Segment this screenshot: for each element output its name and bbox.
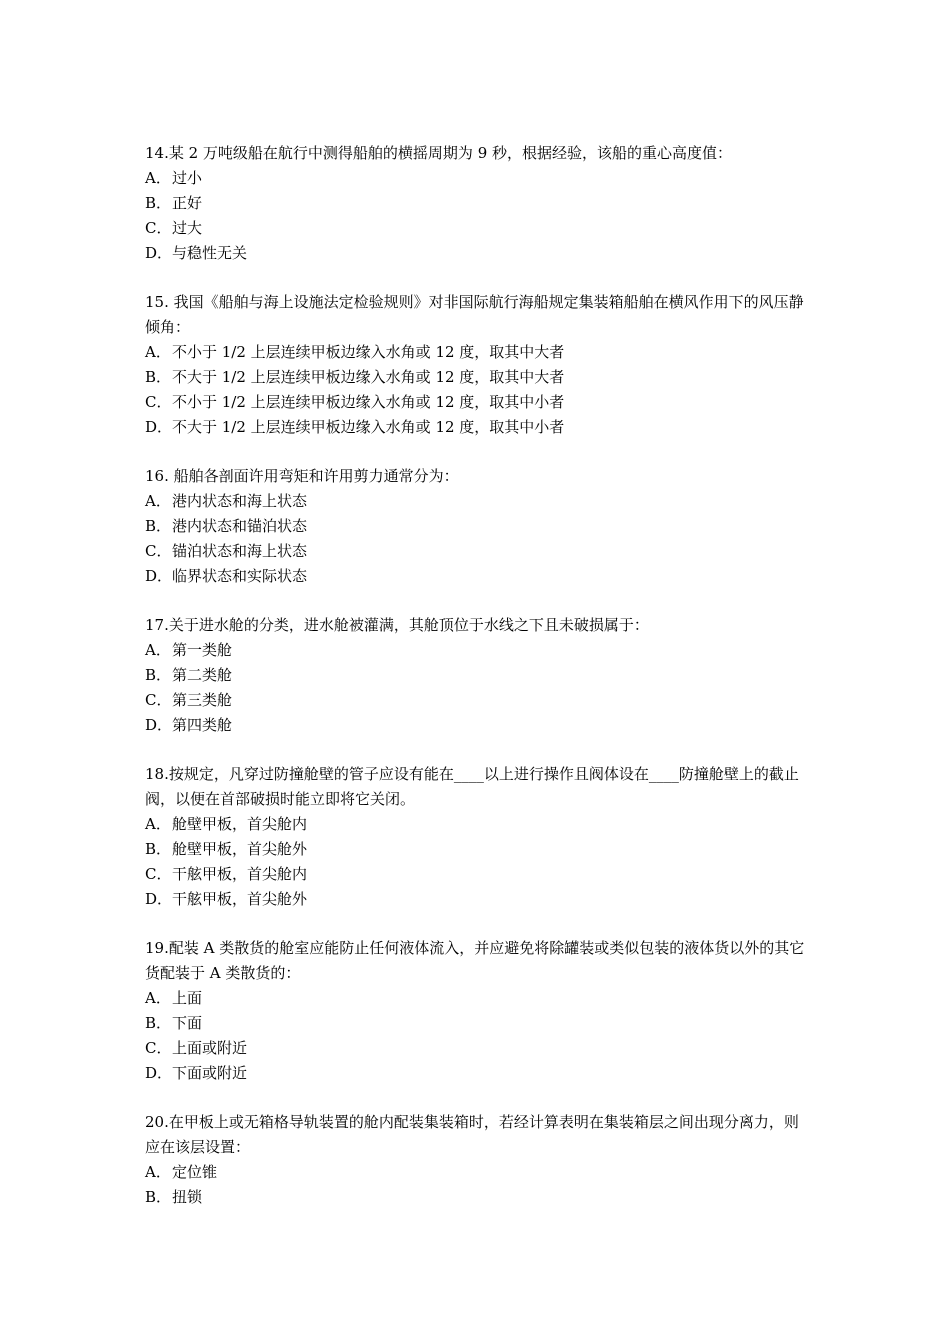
option-letter: B． [145,666,172,684]
option-letter: C． [145,865,172,883]
option-letter: A． [145,815,171,833]
question-stem: 14.某 2 万吨级船在航行中测得船舶的横摇周期为 9 秒，根据经验，该船的重心高度值： [145,144,733,162]
option-letter: D． [145,244,173,262]
option-letter: A． [145,641,171,659]
answer-option [145,1011,810,1036]
option-text: 第二类舱 [172,666,233,684]
answer-option [145,812,810,837]
option-letter: A． [145,343,171,361]
option-letter: B． [145,1188,172,1206]
option-text: 过大 [172,219,203,237]
answer-option [145,166,810,191]
option-text: 下面或附近 [172,1064,248,1082]
answer-option [145,514,810,539]
question-stem: 15. 我国《船舶与海上设施法定检验规则》对非国际航行海船规定集装箱船舶在横风作用下的风压静倾角： [145,293,804,336]
answer-option [145,539,810,564]
option-letter: D． [145,567,173,585]
question-stem: 17.关于进水舱的分类，进水舱被灌满，其舱顶位于水线之下且未破损属于： [145,616,649,634]
option-text: 不小于 1/2 上层连续甲板边缘入水角或 12 度，取其中小者 [172,393,565,411]
question-stem: 19.配装 A 类散货的舱室应能防止任何液体流入，并应避免将除罐装或类似包装的液体货以外的其它货配装于 A 类散货的： [145,939,805,982]
question-stem: 16. 船舶各剖面许用弯矩和许用剪力通常分为： [145,467,459,485]
option-text: 不大于 1/2 上层连续甲板边缘入水角或 12 度，取其中大者 [172,368,565,386]
question-block [145,464,810,589]
answer-option [145,638,810,663]
answer-option [145,216,810,241]
answer-option [145,564,810,589]
option-letter: C． [145,219,172,237]
option-letter: B． [145,1014,172,1032]
option-text: 下面 [172,1014,203,1032]
answer-option [145,1036,810,1061]
option-text: 与稳性无关 [172,244,248,262]
option-letter: D． [145,1064,173,1082]
answer-option [145,688,810,713]
question-stem: 20.在甲板上或无箱格导轨装置的舱内配装集装箱时，若经计算表明在集装箱层之间出现分离力，则应在该层设置： [145,1113,799,1156]
option-letter: B． [145,840,172,858]
option-text: 港内状态和锚泊状态 [172,517,308,535]
answer-option [145,1185,810,1210]
option-text: 不大于 1/2 上层连续甲板边缘入水角或 12 度，取其中小者 [172,418,565,436]
option-text: 临界状态和实际状态 [172,567,308,585]
answer-option [145,191,810,216]
option-letter: A． [145,492,171,510]
option-letter: D． [145,418,173,436]
answer-option [145,340,810,365]
question-block [145,290,810,440]
answer-option [145,663,810,688]
option-text: 干舷甲板，首尖舱外 [172,890,308,908]
question-stem: 18.按规定，凡穿过防撞舱壁的管子应设有能在____以上进行操作且阀体设在____防撞舱壁上的截止阀，以便在首部破损时能立即将它关闭。 [145,765,799,808]
question-block [145,762,810,912]
option-text: 第一类舱 [172,641,233,659]
document-body [145,141,810,1210]
option-text: 扭锁 [172,1188,203,1206]
option-text: 上面或附近 [172,1039,248,1057]
option-text: 过小 [172,169,203,187]
option-letter: A． [145,989,171,1007]
option-letter: C． [145,542,172,560]
option-text: 港内状态和海上状态 [172,492,308,510]
answer-option [145,390,810,415]
option-text: 第四类舱 [172,716,233,734]
answer-option [145,1061,810,1086]
option-text: 上面 [172,989,203,1007]
option-text: 正好 [172,194,203,212]
option-letter: C． [145,393,172,411]
answer-option [145,713,810,738]
answer-option [145,837,810,862]
option-text: 舱壁甲板，首尖舱外 [172,840,308,858]
option-letter: B． [145,368,172,386]
answer-option [145,986,810,1011]
option-text: 不小于 1/2 上层连续甲板边缘入水角或 12 度，取其中大者 [172,343,565,361]
answer-option [145,241,810,266]
answer-option [145,415,810,440]
question-block [145,1110,810,1210]
answer-option [145,887,810,912]
question-block [145,613,810,738]
option-letter: D． [145,716,173,734]
option-letter: A． [145,1163,171,1181]
option-text: 锚泊状态和海上状态 [172,542,308,560]
answer-option [145,1160,810,1185]
option-letter: D． [145,890,173,908]
option-text: 干舷甲板，首尖舱内 [172,865,308,883]
question-block [145,936,810,1086]
answer-option [145,862,810,887]
option-letter: B． [145,517,172,535]
option-letter: B． [145,194,172,212]
option-text: 舱壁甲板，首尖舱内 [172,815,308,833]
answer-option [145,365,810,390]
option-letter: C． [145,1039,172,1057]
option-text: 定位锥 [172,1163,218,1181]
option-letter: C． [145,691,172,709]
answer-option [145,489,810,514]
option-text: 第三类舱 [172,691,233,709]
option-letter: A． [145,169,171,187]
question-block [145,141,810,266]
